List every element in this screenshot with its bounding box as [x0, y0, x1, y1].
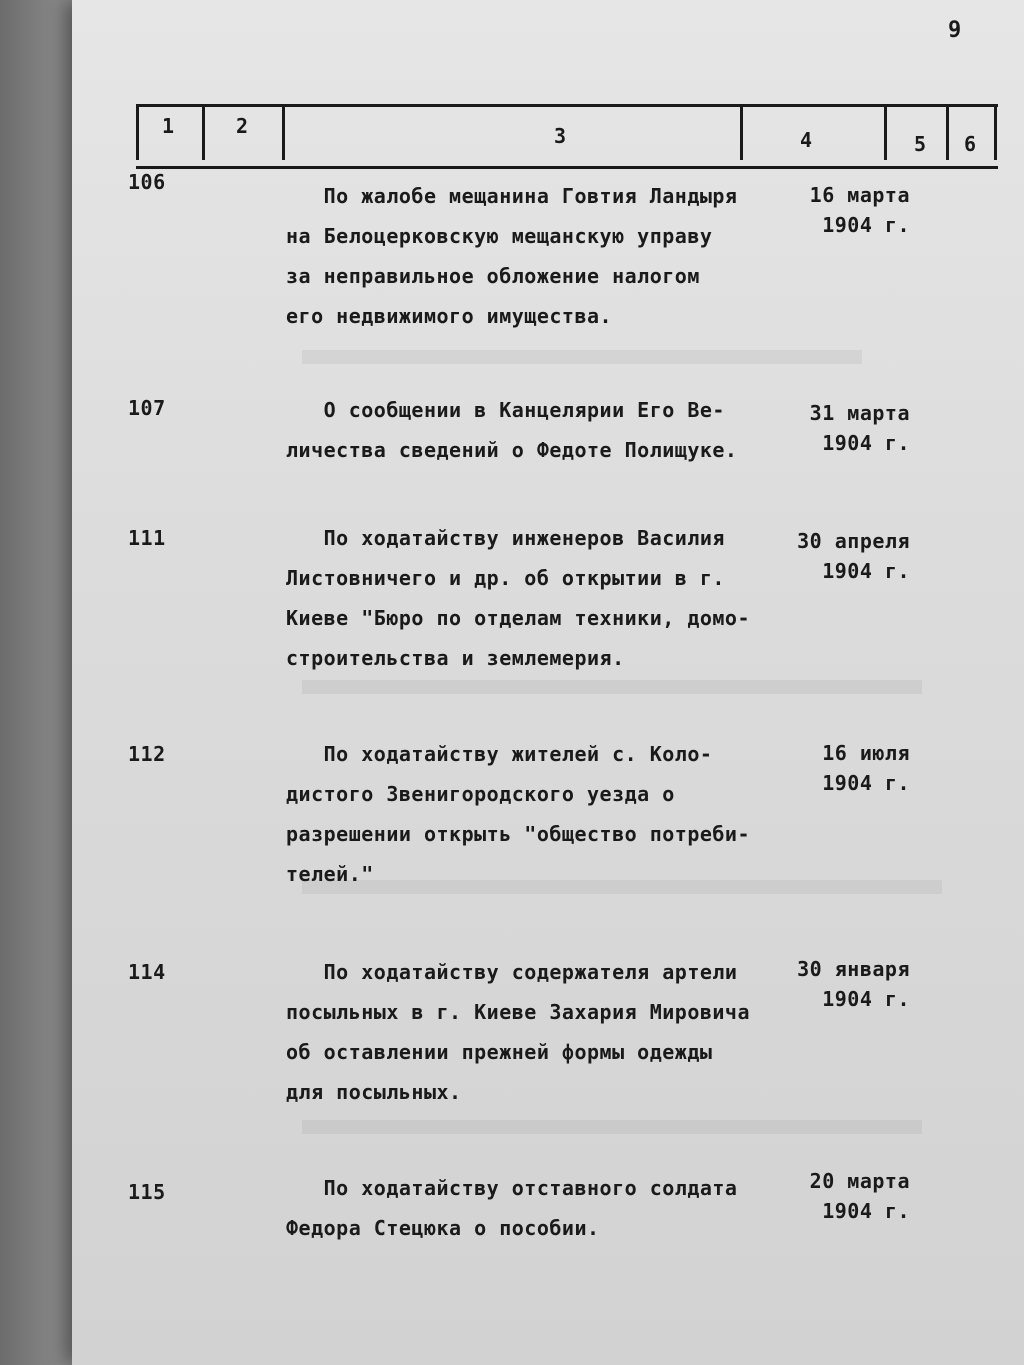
- entry-date: 20 марта 1904 г.: [809, 1169, 910, 1223]
- column-header-table: [136, 104, 998, 156]
- entry-date: 31 марта 1904 г.: [809, 401, 910, 455]
- entry-description: О сообщении в Канцелярии Его Ве- личества сведений о Федоте Полищуке.: [286, 398, 738, 462]
- bleed-through-mark: [302, 350, 862, 386]
- entry-description: По жалобе мещанина Говтия Ландыря на Белоцерковскую мещанскую управу за неправильное обложение налогом его недвижимого имущества.: [286, 184, 738, 328]
- header-column-separator: [136, 104, 139, 160]
- entry-description: По ходатайству отставного солдата Федора Стецюка о пособии.: [286, 1176, 738, 1240]
- bleed-through-mark: [302, 680, 922, 716]
- header-column-6: 6: [964, 132, 977, 156]
- entry-date: 30 апреля 1904 г.: [797, 529, 910, 583]
- header-column-separator: [202, 104, 205, 160]
- entry-number: 112: [128, 742, 166, 766]
- header-column-separator: [740, 104, 743, 160]
- entry-number: 106: [128, 170, 166, 194]
- header-column-3: 3: [554, 124, 567, 148]
- header-column-5: 5: [914, 132, 927, 156]
- header-column-separator: [994, 104, 997, 160]
- entry-description: По ходатайству жителей с. Коло- дистого Звенигородского уезда о разрешении открыть "общество потреби- телей.": [286, 742, 751, 886]
- entry-number: 111: [128, 526, 166, 550]
- bleed-through-mark: [302, 1120, 922, 1156]
- header-rule-top: [136, 104, 998, 107]
- page-number: 9: [948, 18, 962, 43]
- entry-date: 16 марта 1904 г.: [809, 183, 910, 237]
- header-rule-bottom: [136, 166, 998, 169]
- entry-date: 16 июля 1904 г.: [822, 741, 910, 795]
- entry-description: По ходатайству содержателя артели посыльных в г. Киеве Захария Мировича об оставлении прежней формы одежды для посыльных.: [286, 960, 751, 1104]
- header-column-separator: [282, 104, 285, 160]
- entry-number: 114: [128, 960, 166, 984]
- entry-date: 30 января 1904 г.: [797, 957, 910, 1011]
- header-column-2: 2: [236, 114, 249, 138]
- header-column-separator: [884, 104, 887, 160]
- entry-description: По ходатайству инженеров Василия Листовничего и др. об открытии в г. Киеве "Бюро по отделам техники, домо- строительства и землемерия.: [286, 526, 751, 670]
- header-column-1: 1: [162, 114, 175, 138]
- entry-number: 115: [128, 1180, 166, 1204]
- header-column-separator: [946, 104, 949, 160]
- header-column-4: 4: [800, 128, 813, 152]
- entry-number: 107: [128, 396, 166, 420]
